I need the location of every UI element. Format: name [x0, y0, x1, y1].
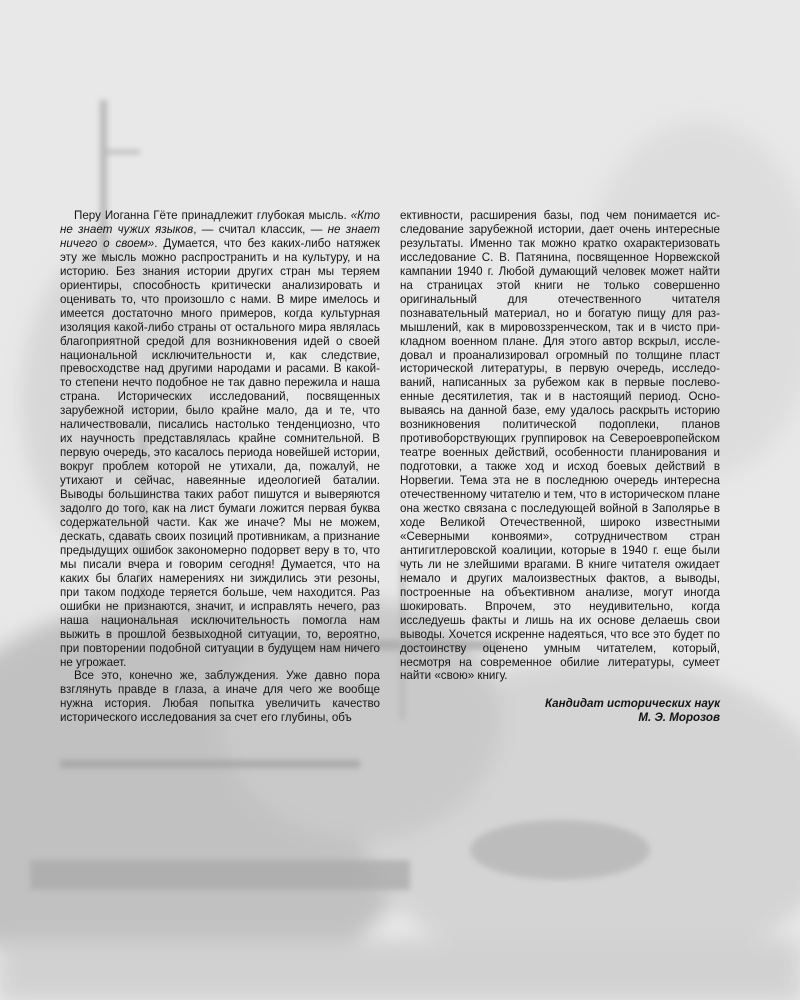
paragraph: Все это, конечно же, заблуждения. Уже давно пора взглянуть правде в глаза, а иначе для чего же вообще нужна история. Любая попытка увеличить качество исторического исследования за счет его глубины, объ — [60, 669, 380, 725]
paragraph: ективности, расширения базы, под чем понимается исследование зарубежной истории, дает очень интересные результаты. Именно так можно кратко охарактеризовать исследование С. В. Патянина, посвященное Норвежской кампании 1940 г. Любой думающий человек может найти на страницах этой книги не только совершенно оригинальный для отечественного читателя познавательный материал, но и богатую пищу для размышлений, как в мировоззренческом, так и в чисто прикладном военном плане. Для этого автор вскрыл, исследовал и проанализировал огромный по толщине пласт исторической литературы, в первую очередь, исследований, написанных за рубежом как в первые послевоенные десятилетия, так и в настоящий период. Основываясь на данной базе, ему удалось раскрыть историю возникновения политической подоплеки, планов противоборствующих группировок на Североевропейском театре военных действий, особенности планирования и подготовки, а также ход и исход боевых действий в Норвегии. Тема эта не в последнюю очередь интересна отечественному читателю и тем, что в историческом плане она жестко связана с последующей войной в Заполярье в ходе Великой Отечественной, широко известными «Северными конвоями», сотрудничеством стран антигитлеровской коалиции, которые в 1940 г. еще были чуть ли не злейшими врагами. В книге читателя ожидает немало и других малоизвестных фактов, а выводы, построенные на объективном анализе, могут иногда шокировать. Впрочем, это неудивительно, когда исследуешь факты и лишь на их основе делаешь свои выводы. Хочется искренне надеяться, что все это будет по достоинству оценено умным читателем, который, несмотря на современное обилие литературы, сумеет найти «свою» книгу. — [400, 209, 720, 683]
paragraph-text: Перу Иоганна Гёте принадлежит глубокая мысль. — [74, 209, 351, 222]
author-signature — [400, 697, 720, 725]
article-column-left — [60, 209, 380, 725]
quote-text: не знает ничего о своем» — [60, 222, 381, 250]
author-title: Кандидат исторических наук — [545, 697, 720, 711]
article-column-right — [400, 209, 720, 725]
quote-text: «Кто не знает чужих языков — [60, 209, 380, 236]
article-body — [60, 209, 720, 725]
author-name: М. Э. Морозов — [638, 711, 720, 725]
paragraph-text: . Думается, что без каких-либо натяжек эту же мысль можно распространить и на культуру, и на историю. Без знания истории других стран мы теряем ориентиры, способность критически анализировать и оценивать то, что произошло с нами. В мире имелось и имеется достаточно много примеров, когда культурная изоляция какой-либо страны от остального мира являлась благоприятной средой для возникновения идей о своей национальной исключительности и, как следствие, превосходстве над другими народами и расами. В какой-то степени нечто подобное не так давно пережила и наша страна. Исторических исследований, посвященных зарубежной истории, было крайне мало, да и те, что наличествовали, писались настолько тенденциозно, что их научность представлялась крайне сомнительной. В первую очередь, это касалось периода новейшей истории, вокруг проблем которой не утихали, да, пожалуй, не утихают и сейчас, навеянные идеологией баталии. Выводы большинства таких работ пишутся и выверяются задолго до того, как на лист бумаги ложится первая буква содержательной части. Как же иначе? Мы не можем, дескать, сдавать своих позиций противникам, а признание предыдущих ошибок закономерно подорвет веру в то, что мы писали вчера и говорим сегодня! Думается, что на каких бы благих намерениях ни зиждились эти резоны, при таком подходе теряется больше, чем находится. Раз ошибки не признаются, значит, и исправлять нечего, раз наша национальная исключительность помогла нам выжить в прошлой безвыходной ситуации, то, вероятно, при повторении подобной ситуации в будущем нам ничего не угрожает. — [60, 236, 380, 669]
paragraph — [60, 209, 380, 669]
paragraph-text: , — считал классик, — — [193, 222, 328, 236]
